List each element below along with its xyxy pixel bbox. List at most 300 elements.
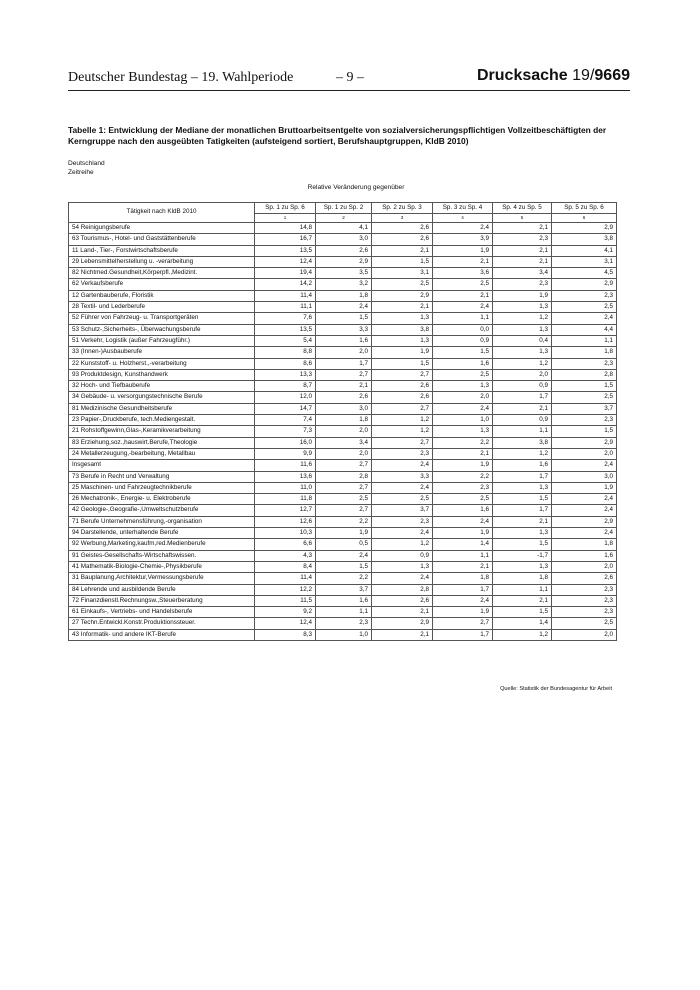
table-row [69,471,617,482]
row-value: 1,1 [493,584,552,595]
row-value: 2,5 [433,494,493,505]
row-value: 1,8 [316,290,372,301]
row-value: 2,1 [493,256,552,267]
row-value: 2,1 [493,516,552,527]
header-doc-number-b: 9669 [594,67,630,84]
table-row [69,618,617,629]
row-value: 3,4 [316,437,372,448]
row-value: 2,3 [552,358,617,369]
row-activity-name: 32 Hoch- und Tiefbauberufe [69,381,255,392]
row-value: 1,7 [493,505,552,516]
row-value: 8,4 [255,561,316,572]
row-value: 2,5 [372,279,433,290]
row-value: 2,2 [316,516,372,527]
row-value: 13,3 [255,369,316,380]
row-value: 2,3 [552,584,617,595]
row-value: 2,6 [372,234,433,245]
row-value: 3,8 [372,324,433,335]
row-activity-name: 33 (Innen-)Ausbauberufe [69,347,255,358]
row-activity-name: 71 Berufe Unternehmensführung,-organisation [69,516,255,527]
column-header: Sp. 3 zu Sp. 4 [433,203,493,214]
row-value: 4,3 [255,550,316,561]
table-row [69,561,617,572]
row-value: 1,6 [433,505,493,516]
row-value: 0,9 [433,335,493,346]
row-value: 3,6 [433,268,493,279]
row-value: 3,7 [372,505,433,516]
row-value: 12,4 [255,256,316,267]
row-value: 2,7 [316,505,372,516]
row-value: 2,9 [372,290,433,301]
row-value: 3,4 [493,268,552,279]
row-value: 1,5 [493,494,552,505]
row-value: 0,0 [433,324,493,335]
row-value: 2,1 [433,561,493,572]
row-value: 1,3 [493,324,552,335]
row-value: 2,3 [433,482,493,493]
row-value: 2,4 [552,313,617,324]
row-value: 1,3 [433,381,493,392]
table-row [69,494,617,505]
row-value: 2,4 [552,505,617,516]
table-row [69,324,617,335]
column-number: 3 [372,214,433,223]
row-value: 4,1 [552,245,617,256]
table-row [69,369,617,380]
row-value: 1,3 [433,426,493,437]
row-value: 2,9 [316,256,372,267]
row-value: 2,4 [552,494,617,505]
row-value: 2,9 [552,437,617,448]
row-value: 12,2 [255,584,316,595]
table-row [69,460,617,471]
row-value: 1,6 [433,358,493,369]
row-value: 1,2 [493,448,552,459]
column-header: Sp. 2 zu Sp. 3 [372,203,433,214]
row-value: 2,0 [493,369,552,380]
row-value: 1,0 [433,415,493,426]
row-activity-name: 54 Reinigungsberufe [69,223,255,234]
row-value: 2,4 [372,482,433,493]
row-value: 3,7 [552,403,617,414]
row-value: 2,8 [552,369,617,380]
row-value: 2,1 [372,629,433,640]
row-value: 6,6 [255,539,316,550]
row-value: 1,5 [552,426,617,437]
row-value: 2,1 [372,302,433,313]
row-value: 1,9 [433,607,493,618]
row-value: 2,3 [552,290,617,301]
row-value: 1,1 [552,335,617,346]
row-value: 2,0 [316,347,372,358]
row-value: 2,4 [433,403,493,414]
row-activity-name: 72 Finanzdienstl.Rechnungsw.,Steuerberatung [69,595,255,606]
row-value: 2,2 [433,437,493,448]
row-value: 1,5 [372,358,433,369]
row-activity-name: 52 Führer von Fahrzeug- u. Transportgeräten [69,313,255,324]
row-value: 1,1 [493,426,552,437]
row-value: 2,5 [433,369,493,380]
row-value: 2,3 [493,234,552,245]
row-value: 4,5 [552,268,617,279]
row-value: 2,1 [433,448,493,459]
row-value: 1,7 [493,392,552,403]
header-doc-prefix: Drucksache [476,67,568,84]
table-row [69,584,617,595]
row-value: 1,7 [316,358,372,369]
row-value: 1,7 [433,584,493,595]
row-activity-name: 41 Mathematik-Biologie-Chemie-,Physikberufe [69,561,255,572]
row-value: 2,5 [316,494,372,505]
row-value: 3,1 [552,256,617,267]
table-row [69,335,617,346]
column-header: Sp. 1 zu Sp. 6 [255,203,316,214]
row-activity-name: 93 Produktdesign, Kunsthandwerk [69,369,255,380]
row-value: 2,3 [552,595,617,606]
column-number: 6 [552,214,617,223]
table-row [69,629,617,640]
table-header-row [69,203,617,214]
row-value: 2,0 [552,561,617,572]
meta-series: Zeitreihe [68,169,94,176]
row-value: 2,5 [552,302,617,313]
row-value: 1,6 [493,460,552,471]
table-row [69,573,617,584]
row-value: 1,5 [493,539,552,550]
row-value: 1,9 [316,528,372,539]
row-value: 1,8 [433,573,493,584]
row-value: 1,9 [433,245,493,256]
row-activity-name: 25 Maschinen- und Fahrzeugtechnikberufe [69,482,255,493]
table-row [69,290,617,301]
row-value: 12,0 [255,392,316,403]
row-value: 2,6 [552,573,617,584]
row-activity-name: 63 Tourismus-, Hotel- und Gaststättenberufe [69,234,255,245]
row-activity-name: 81 Medizinische Gesundheitsberufe [69,403,255,414]
row-activity-name: Insgesamt [69,460,255,471]
data-table [68,202,617,641]
row-value: 2,6 [372,392,433,403]
row-value: 1,8 [316,415,372,426]
row-value: 2,1 [493,223,552,234]
row-value: 9,2 [255,607,316,618]
row-value: 2,1 [433,256,493,267]
table-row [69,347,617,358]
row-value: 2,7 [372,369,433,380]
row-activity-name: 82 Nichtmed.Gesundheit,Körperpfl.,Medizint. [69,268,255,279]
row-value: 7,6 [255,313,316,324]
row-value: 2,4 [433,595,493,606]
column-header: Sp. 5 zu Sp. 6 [552,203,617,214]
table-row [69,426,617,437]
header-publication: Deutscher Bundestag – 19. Wahlperiode [68,70,294,85]
row-value: 16,0 [255,437,316,448]
row-value: 2,7 [372,403,433,414]
page-header [68,68,630,91]
row-activity-name: 28 Textil- und Lederberufe [69,302,255,313]
row-value: 11,1 [255,302,316,313]
table-row [69,448,617,459]
row-value: 2,0 [316,426,372,437]
row-value: 12,6 [255,516,316,527]
row-value: 13,5 [255,324,316,335]
row-value: 11,6 [255,460,316,471]
row-activity-name: 23 Papier-,Druckberufe, tech.Mediengestalt. [69,415,255,426]
row-value: 1,3 [493,528,552,539]
row-value: 3,9 [433,234,493,245]
row-activity-name: 91 Geistes-Gesellschafts-Wirtschaftswissen. [69,550,255,561]
row-value: 1,2 [493,313,552,324]
table-row [69,279,617,290]
row-value: 2,4 [433,516,493,527]
row-value: 11,0 [255,482,316,493]
row-value: 3,3 [372,471,433,482]
row-value: 2,4 [316,302,372,313]
row-value: 2,3 [552,415,617,426]
relative-change-label: Relative Veränderung gegenüber [307,184,405,191]
row-value: 4,4 [552,324,617,335]
row-value: 1,2 [372,415,433,426]
row-value: 2,8 [316,471,372,482]
column-header-activity: Tätigkeit nach KldB 2010 [69,203,255,223]
row-value: 13,5 [255,245,316,256]
table-row [69,607,617,618]
row-value: 1,5 [316,561,372,572]
row-value: 1,1 [316,607,372,618]
row-value: 2,1 [493,245,552,256]
column-number: 4 [433,214,493,223]
row-value: 13,6 [255,471,316,482]
row-value: 14,8 [255,223,316,234]
row-value: 1,3 [372,335,433,346]
row-value: 4,1 [316,223,372,234]
row-value: 0,5 [316,539,372,550]
row-value: 8,7 [255,381,316,392]
row-value: 3,8 [552,234,617,245]
row-activity-name: 27 Techn.Entwickl.Konstr.Produktionssteuer. [69,618,255,629]
row-value: 3,0 [552,471,617,482]
row-value: 1,3 [493,302,552,313]
row-value: 1,9 [372,347,433,358]
row-value: 1,2 [372,539,433,550]
row-activity-name: 73 Berufe in Recht und Verwaltung [69,471,255,482]
row-value: 3,1 [372,268,433,279]
row-value: 3,0 [316,403,372,414]
column-header: Sp. 4 zu Sp. 5 [493,203,552,214]
row-value: 1,4 [493,618,552,629]
row-value: 2,1 [316,381,372,392]
row-value: 3,2 [316,279,372,290]
row-value: 14,2 [255,279,316,290]
table-row [69,539,617,550]
row-activity-name: 62 Verkaufsberufe [69,279,255,290]
row-activity-name: 11 Land-, Tier-, Forstwirtschaftsberufe [69,245,255,256]
row-value: 14,7 [255,403,316,414]
row-value: 1,8 [552,539,617,550]
row-activity-name: 43 Informatik- und andere IKT-Berufe [69,629,255,640]
row-value: 2,4 [372,573,433,584]
row-activity-name: 21 Rohstoffgewinn,Glas-,Keramikverarbeitung [69,426,255,437]
row-value: 2,7 [316,460,372,471]
row-value: 2,6 [372,595,433,606]
row-value: 1,9 [433,528,493,539]
row-value: 12,4 [255,618,316,629]
row-value: 2,3 [493,279,552,290]
row-value: 2,1 [433,290,493,301]
row-value: 2,5 [552,618,617,629]
row-value: 8,6 [255,358,316,369]
row-value: 1,2 [493,629,552,640]
header-doc-number-a: 19/ [572,67,595,84]
header-document-number [477,67,630,85]
row-value: 1,8 [493,573,552,584]
row-value: 2,0 [433,392,493,403]
row-value: 2,1 [372,245,433,256]
row-value: 2,9 [552,279,617,290]
row-value: 9,9 [255,448,316,459]
table-row [69,358,617,369]
row-activity-name: 42 Geologie-,Geografie-,Umweltschutzberufe [69,505,255,516]
row-value: 8,8 [255,347,316,358]
row-activity-name: 26 Mechatronik-, Energie- u. Elektroberufe [69,494,255,505]
row-value: 0,9 [372,550,433,561]
row-value: 2,2 [316,573,372,584]
row-value: 2,4 [552,460,617,471]
table-row [69,256,617,267]
row-value: 1,5 [552,381,617,392]
row-value: 1,0 [316,629,372,640]
row-value: 1,3 [372,313,433,324]
row-value: 2,5 [552,392,617,403]
row-activity-name: 92 Werbung,Marketing,kaufm,red.Medienberufe [69,539,255,550]
row-value: 1,1 [433,550,493,561]
row-value: 1,3 [493,482,552,493]
row-value: 2,1 [372,607,433,618]
row-value: 3,8 [493,437,552,448]
row-value: 0,4 [493,335,552,346]
row-value: 1,9 [493,290,552,301]
table-row [69,415,617,426]
table-row [69,245,617,256]
row-activity-name: 12 Gartenbauberufe, Floristik [69,290,255,301]
table-body [69,223,617,641]
row-activity-name: 29 Lebensmittelherstellung u. -verarbeitung [69,256,255,267]
row-value: 0,9 [493,381,552,392]
column-header: Sp. 1 zu Sp. 2 [316,203,372,214]
row-value: 2,6 [316,245,372,256]
table-row [69,234,617,245]
table-row [69,482,617,493]
row-value: 2,4 [372,460,433,471]
row-value: 2,2 [433,471,493,482]
row-value: 2,4 [433,302,493,313]
row-value: 1,5 [433,347,493,358]
row-value: 19,4 [255,268,316,279]
row-value: 11,4 [255,573,316,584]
row-value: 1,3 [372,561,433,572]
row-value: 2,3 [316,618,372,629]
row-value: 2,7 [372,437,433,448]
row-value: 16,7 [255,234,316,245]
table-row [69,313,617,324]
table-row [69,268,617,279]
row-value: 1,3 [493,347,552,358]
table-row [69,516,617,527]
row-value: 2,3 [552,607,617,618]
row-activity-name: 34 Gebäude- u. versorgungstechnische Berufe [69,392,255,403]
row-value: 1,9 [433,460,493,471]
table-title: Tabelle 1: Entwicklung der Mediane der monatlichen Bruttoarbeitsentgelte von sozialversicherungspflichtigen Vollzeitbeschäftigten der Kerngruppe nach den ausgeübten Tatigkeiten (aufsteigend sortiert, Berufshauptgruppen, KldB 2010) [68,125,607,146]
row-value: 1,4 [433,539,493,550]
row-value: 0,9 [493,415,552,426]
row-value: 1,5 [316,313,372,324]
row-value: 1,6 [316,335,372,346]
table-row [69,223,617,234]
row-value: 2,9 [552,223,617,234]
row-value: 1,2 [493,358,552,369]
row-value: 2,1 [493,595,552,606]
meta-region: Deutschland [68,160,105,167]
row-value: 2,5 [433,279,493,290]
row-value: 3,3 [316,324,372,335]
table-row [69,302,617,313]
row-value: 3,5 [316,268,372,279]
row-value: -1,7 [493,550,552,561]
row-value: 2,3 [372,448,433,459]
row-value: 2,6 [316,392,372,403]
table-row [69,528,617,539]
row-value: 2,0 [552,448,617,459]
table-row [69,381,617,392]
row-activity-name: 51 Verkehr, Logistik (außer Fahrzeugführ.) [69,335,255,346]
table-row [69,392,617,403]
row-value: 2,7 [316,369,372,380]
table-row [69,403,617,414]
row-value: 2,9 [372,618,433,629]
row-value: 2,4 [433,223,493,234]
table-row [69,595,617,606]
row-value: 2,1 [493,403,552,414]
row-value: 2,9 [552,516,617,527]
row-value: 2,6 [372,381,433,392]
source-note: Quelle: Statistik der Bundesagentur für Arbeit [500,686,612,692]
row-activity-name: 84 Lehrende und ausbildende Berufe [69,584,255,595]
row-value: 1,8 [552,347,617,358]
row-value: 1,7 [433,629,493,640]
row-value: 1,7 [493,471,552,482]
row-activity-name: 31 Bauplanung,Architektur,Vermessungsberufe [69,573,255,584]
row-value: 1,9 [552,482,617,493]
table-row [69,437,617,448]
row-value: 1,5 [493,607,552,618]
row-value: 1,3 [493,561,552,572]
row-value: 2,4 [552,528,617,539]
row-value: 7,4 [255,415,316,426]
row-value: 2,7 [433,618,493,629]
row-value: 2,6 [372,223,433,234]
row-value: 2,0 [552,629,617,640]
row-value: 2,7 [316,482,372,493]
row-value: 1,6 [552,550,617,561]
row-value: 7,3 [255,426,316,437]
row-value: 1,6 [316,595,372,606]
row-value: 12,7 [255,505,316,516]
row-value: 1,2 [372,426,433,437]
row-value: 1,1 [433,313,493,324]
row-value: 2,5 [372,494,433,505]
row-value: 2,8 [372,584,433,595]
row-value: 3,0 [316,234,372,245]
